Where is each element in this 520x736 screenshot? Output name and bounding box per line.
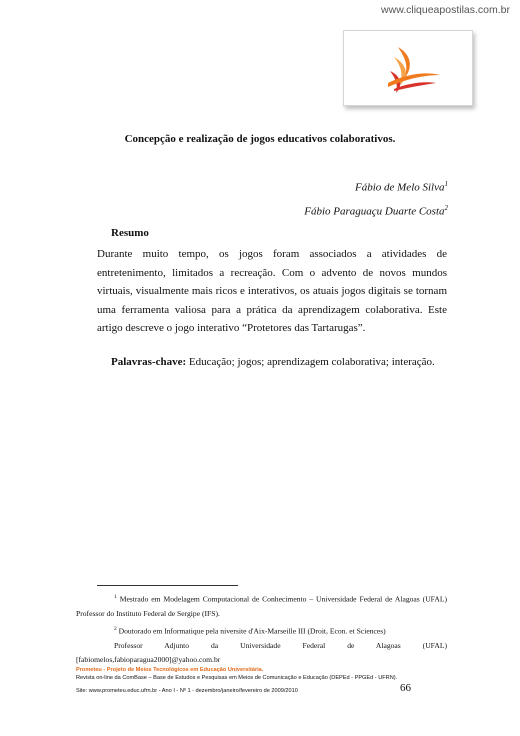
paper-title: Concepção e realização de jogos educativos colaborativos. xyxy=(124,133,396,145)
journal-logo xyxy=(343,30,473,106)
site-watermark: www.cliqueapostilas.com.br xyxy=(381,4,510,16)
footnote-divider xyxy=(97,585,238,586)
author-1-name: Fábio de Melo Silva xyxy=(354,181,445,194)
footer-line-3: Site: www.prometeu.educ.ufrn.br - Ano I - Nº 1 - dezembro/janeiro/fevereiro de 2009/2010 xyxy=(76,688,298,694)
footer-line-2: Revista on-line da ComBase – Base de Estudos e Pesquisas em Meios de Comunicação e Educação (DEPEd - PPGEd - UFRN). xyxy=(76,674,398,681)
footnote-3-line-2: [fabiomelos,fabioparagua2000]@yahoo.com.br xyxy=(76,655,221,665)
author-2-footnote-mark: 2 xyxy=(444,204,448,212)
author-2 xyxy=(304,204,448,218)
page-number: 66 xyxy=(400,682,411,694)
footnote-2 xyxy=(76,622,447,639)
footnote-1 xyxy=(76,590,447,622)
keywords-text: Educação; jogos; aprendizagem colaborativa; interação. xyxy=(188,356,435,368)
abstract-heading: Resumo xyxy=(111,227,149,239)
footnote-3-line-1: Professor Adjunto da Universidade Federal de Alagoas (UFAL) xyxy=(114,640,447,650)
abstract-text: Durante muito tempo, os jogos foram associados a atividades de entretenimento, limitados a recreação. Com o advento de novos mundos virtuais, visualmente mais ricos e interativos, os atuais jogos digitais se tornam uma ferramenta valiosa para a prática da aprendizagem colaborativa. Este artigo descreve o jogo interativo “Protetores das Tartarugas”. xyxy=(97,248,447,334)
keywords-label: Palavras-chave: xyxy=(111,356,187,368)
author-1-footnote-mark: 1 xyxy=(444,180,448,188)
author-2-name: Fábio Paraguaçu Duarte Costa xyxy=(304,205,445,218)
author-1 xyxy=(355,180,448,194)
flame-logo-icon xyxy=(344,31,472,105)
journal-footer xyxy=(76,667,451,696)
keywords xyxy=(111,356,435,368)
footnote-2-mark: 2 xyxy=(114,625,117,632)
footer-line-1: Prometeu - Projeto de Meios Tecnológicos em Educação Universitária. xyxy=(76,667,264,673)
footnote-1-text: Mestrado em Modelagem Computacional de Conhecimento – Universidade Federal de Alagoas (UFAL) Professor do Instituto Federal de Sergipe (IFS). xyxy=(76,594,447,619)
footnotes xyxy=(76,590,447,668)
footnote-1-mark: 1 xyxy=(114,594,117,600)
footnote-2-text: Doutorado em Informatique pela niversite d'Aix-Marseille III (Droit, Econ. et Sciences) xyxy=(118,626,386,636)
